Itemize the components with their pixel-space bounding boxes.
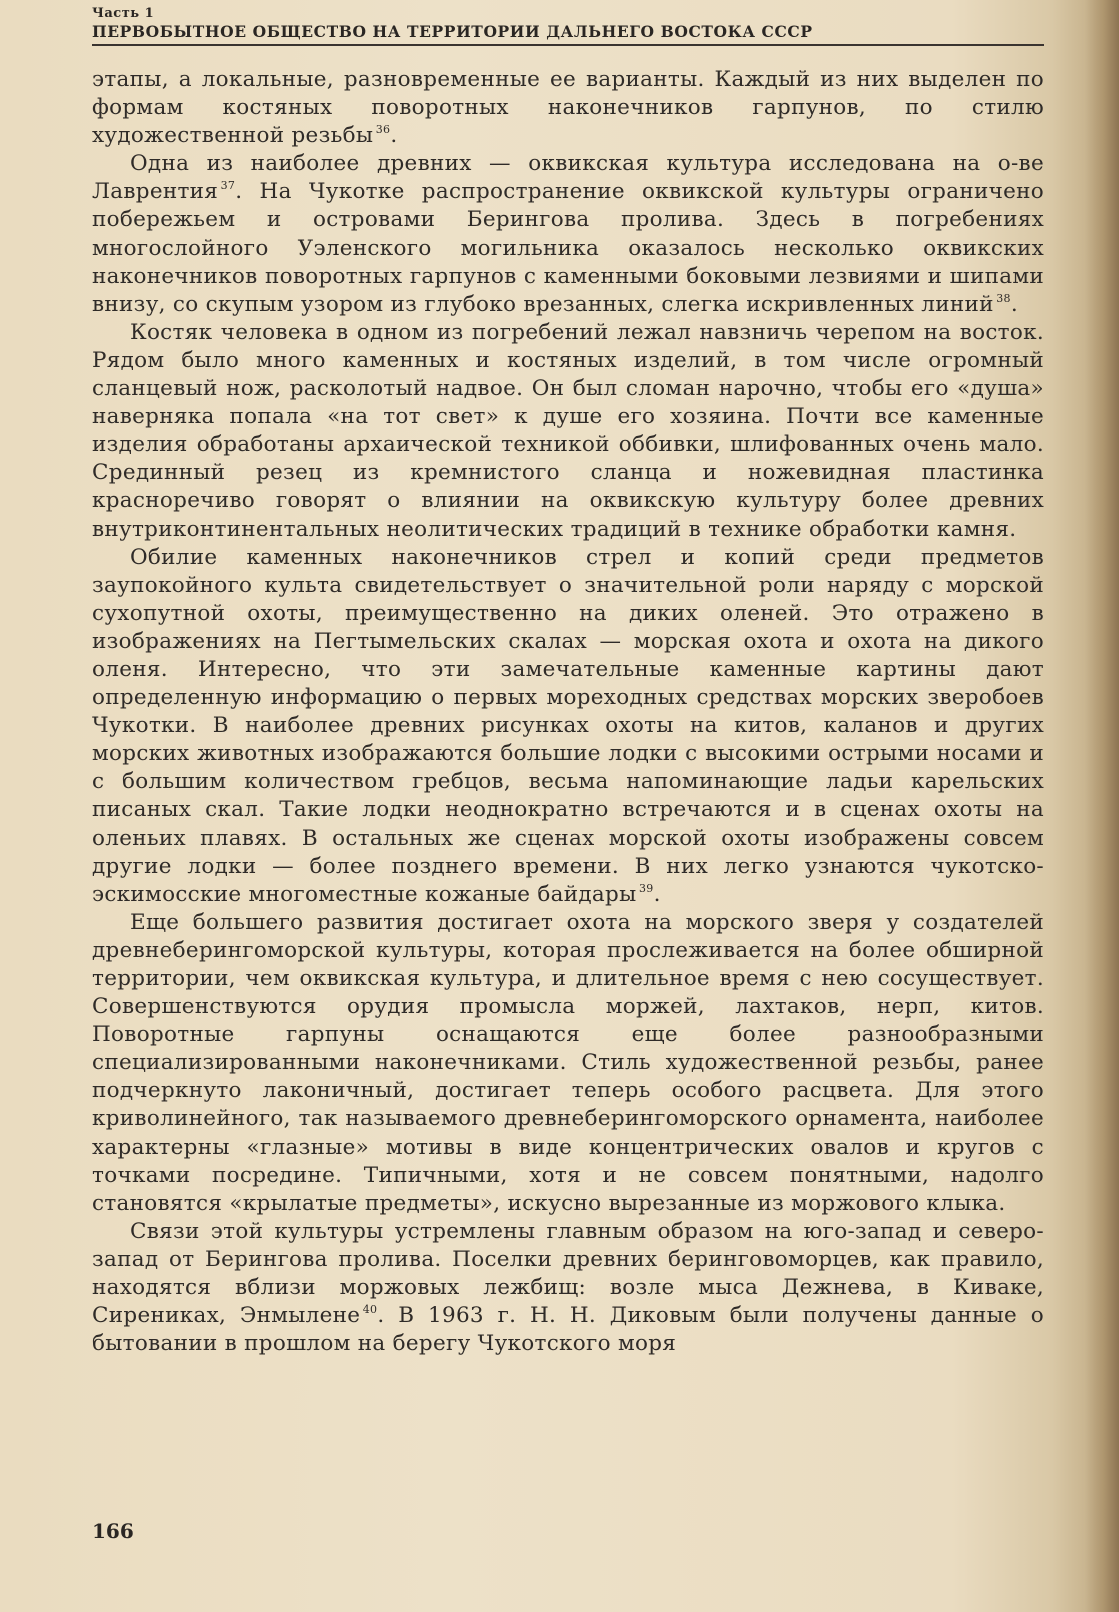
paragraph xyxy=(92,319,1044,544)
paragraph-text: Обилие каменных наконечников стрел и копий среди предметов заупокойного культа свидетельствует о значительной роли наряду с морской сухопутной охоты, преимущественно на диких оленей. Это отражено в изображениях на Пегтымельских скалах — морская охота и охота на дикого оленя. Интересно, что эти замечательные каменные картины дают определенную информацию о первых мореходных средствах морских зверобоев Чукотки. В наиболее древних рисунках охоты на китов, каланов и других морских животных изображаются большие лодки с высокими острыми носами и с большим количеством гребцов, весьма напоминающие ладьи карельских писаных скал. Такие лодки неоднократно встречаются и в сценах охоты на оленьих плавях. В остальных же сценах морской охоты изображены совсем другие лодки — более позднего времени. В них легко узнаются чукотско-эскимосские многоместные кожаные байдары xyxy=(92,544,1044,907)
paragraph xyxy=(92,544,1044,909)
page-edge-shadow xyxy=(1085,0,1119,1612)
page-number: 166 xyxy=(92,1519,134,1543)
paragraph-tail: . На Чукотке распространение оквикской культуры ограничено побережьем и островами Берингова пролива. Здесь в погребениях многослойного Уэленского могильника оказалось несколько оквикских наконечников поворотных гарпунов с каменными боковыми лезвиями и шипами внизу, со скупым узором из глубоко врезанных, слегка искривленных линий xyxy=(92,179,1044,317)
paragraph-tail: . В 1963 г. Н. Н. Диковым были получены данные о бытовании в прошлом на берегу Чукотского моря xyxy=(92,1303,1044,1357)
paragraph-tail: . xyxy=(390,123,398,149)
paragraph-text: Связи этой культуры устремлены главным образом на юго-запад и северо-запад от Берингова пролива. Поселки древних беринговоморцев, как правило, находятся вблизи моржовых лежбищ: возле мыса Дежнева, в Киваке, Сирениках, Энмылене xyxy=(92,1218,1044,1329)
paragraph xyxy=(92,909,1044,1218)
paragraph xyxy=(92,1218,1044,1358)
footnote-ref: 38 xyxy=(996,291,1011,305)
paragraph xyxy=(92,66,1044,150)
paragraph-text: Еще большего развития достигает охота на морского зверя у создателей древнеберингоморской культуры, которая прослеживается на более обширной территории, чем оквикская культура, и длительное время с нею сосуществует. Совершенствуются орудия промысла моржей, лахтаков, нерп, китов. Поворотные гарпуны оснащаются еще более разнообразными специализированными наконечниками. Стиль художественной резьбы, ранее подчеркнуто лаконичный, достигает теперь особого расцвета. Для этого криволинейного, так называемого древнеберингоморского орнамента, наиболее характерны «глазные» мотивы в виде концентрических овалов и кругов с точками посредине. Типичными, хотя и не совсем понятными, надолго становятся «крылатые предметы», искусно вырезанные из моржового клыка. xyxy=(92,909,1044,1216)
paragraph-text: Костяк человека в одном из погребений лежал навзничь черепом на восток. Рядом было много каменных и костяных изделий, в том числе огромный сланцевый нож, расколотый надвое. Он был сломан нарочно, чтобы его «душа» наверняка попала «на тот свет» к душе его хозяина. Почти все каменные изделия обработаны архаической техникой оббивки, шлифованных очень мало. Срединный резец из кремнистого сланца и ножевидная пластинка красноречиво говорят о влиянии на оквикскую культуру более древних внутриконтинентальных неолитических традиций в технике обработки камня. xyxy=(92,319,1044,542)
chapter-title: ПЕРВОБЫТНОЕ ОБЩЕСТВО НА ТЕРРИТОРИИ ДАЛЬНЕГО ВОСТОКА СССР xyxy=(92,22,813,41)
footnote-ref: 36 xyxy=(375,123,391,137)
footnote-ref: 37 xyxy=(220,179,236,193)
footnote-ref: 40 xyxy=(362,1303,378,1317)
paragraph-period: . xyxy=(653,881,661,907)
text-body xyxy=(92,66,1044,1358)
part-label: Часть 1 xyxy=(92,6,155,21)
paragraph-period: . xyxy=(1010,291,1018,317)
running-head xyxy=(92,6,1044,42)
paragraph-text: этапы, а локальные, разновременные ее варианты. Каждый из них выделен по формам костяных поворотных наконечников гарпунов, по стилю художественной резьбы xyxy=(92,67,1044,149)
header-rule xyxy=(92,44,1044,46)
paragraph-text: Одна из наиболее древних — оквикская культура исследована на о-ве Лаврентия xyxy=(92,151,1044,205)
footnote-ref: 39 xyxy=(638,881,654,895)
paragraph xyxy=(92,150,1044,319)
